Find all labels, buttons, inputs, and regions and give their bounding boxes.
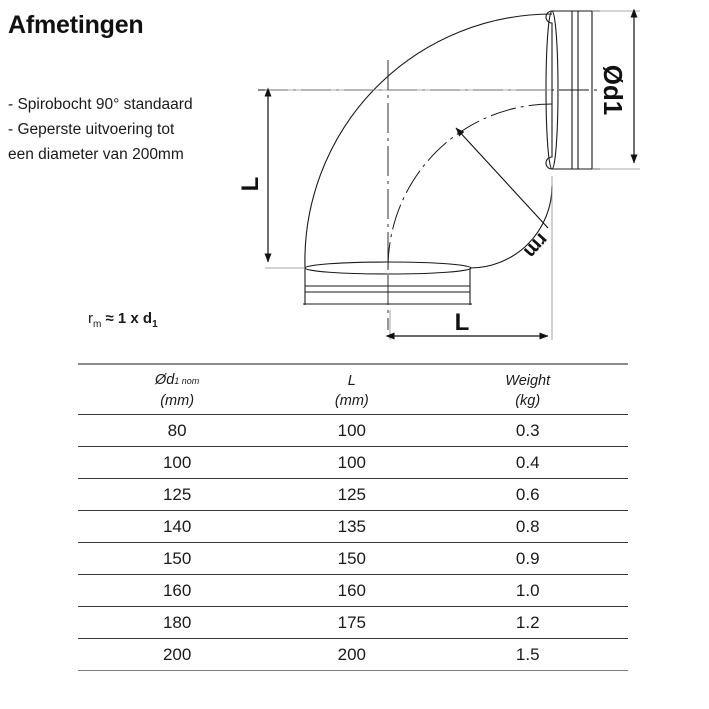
column-header-weight [427, 365, 628, 415]
dimension-diameter [592, 11, 640, 169]
radius-formula-relation: ≈ 1 x d [105, 310, 153, 327]
column-header-length-unit: (mm) [334, 392, 369, 409]
column-header-diameter [78, 365, 276, 415]
cell-diameter: 160 [78, 575, 276, 607]
dimension-label-horizontal: L [454, 309, 470, 336]
table-head [78, 365, 628, 415]
specification-table-container [78, 363, 628, 671]
radius-formula-symbol: r [88, 310, 93, 327]
specification-table [78, 365, 628, 671]
column-header-diameter-unit: (mm) [160, 393, 195, 409]
cell-diameter: 100 [78, 447, 276, 479]
cell-length: 175 [276, 607, 427, 639]
table-body [78, 415, 628, 671]
dimension-label-radius: rm [519, 228, 553, 263]
cell-diameter: 140 [78, 511, 276, 543]
cell-diameter: 150 [78, 543, 276, 575]
cell-length: 160 [276, 575, 427, 607]
spec-list-item: - Geperste uitvoering tot [8, 120, 175, 138]
table-row [78, 447, 628, 479]
table-row [78, 639, 628, 671]
cell-weight: 0.8 [427, 511, 628, 543]
column-header-weight-unit: (kg) [515, 392, 541, 409]
cell-weight: 0.6 [427, 479, 628, 511]
cell-length: 150 [276, 543, 427, 575]
cell-weight: 0.3 [427, 415, 628, 447]
cell-weight: 1.5 [427, 639, 628, 671]
cell-diameter: 80 [78, 415, 276, 447]
cell-length: 200 [276, 639, 427, 671]
cell-diameter: 200 [78, 639, 276, 671]
column-header-diameter-name: Ød [154, 372, 175, 388]
cell-length: 100 [276, 447, 427, 479]
cell-diameter: 180 [78, 607, 276, 639]
column-header-length [276, 365, 427, 415]
cell-length: 100 [276, 415, 427, 447]
page-title: Afmetingen [8, 11, 144, 39]
radius-formula-symbol-subscript: m [93, 319, 102, 330]
dimension-label-diameter: Ød1 [598, 64, 628, 116]
table-header-row [78, 365, 628, 415]
table-row [78, 543, 628, 575]
elbow-body [305, 14, 552, 268]
table-row [78, 607, 628, 639]
column-header-weight-name: Weight [505, 372, 551, 389]
table-row [78, 479, 628, 511]
cell-weight: 1.0 [427, 575, 628, 607]
cell-length: 125 [276, 479, 427, 511]
bottom-spigot [303, 262, 472, 305]
dimension-label-vertical: L [237, 176, 264, 192]
cell-weight: 1.2 [427, 607, 628, 639]
elbow-outer-arc [305, 14, 552, 268]
cell-diameter: 125 [78, 479, 276, 511]
cell-length: 135 [276, 511, 427, 543]
column-header-diameter-subscript: 1 nom [174, 376, 200, 386]
cell-weight: 0.4 [427, 447, 628, 479]
table-row [78, 575, 628, 607]
spec-list-item: - Spirobocht 90° standaard [8, 95, 193, 113]
radius-formula-relation-subscript: 1 [152, 319, 158, 330]
cell-weight: 0.9 [427, 543, 628, 575]
dimension-length-horizontal [390, 176, 552, 340]
dimension-length-vertical [237, 90, 552, 268]
table-row [78, 415, 628, 447]
dimension-radius [456, 128, 553, 262]
table-row [78, 511, 628, 543]
column-header-length-name: L [347, 372, 356, 389]
spec-list-item: een diameter van 200mm [8, 145, 184, 163]
